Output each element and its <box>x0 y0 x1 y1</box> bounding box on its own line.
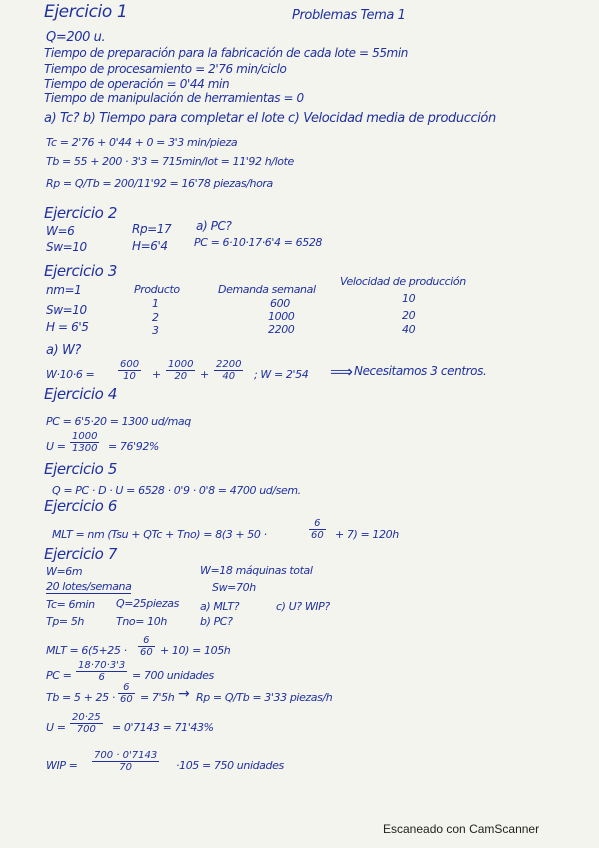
ex7-tno: Tno= 10h <box>116 615 167 628</box>
ex1-tb-equation: Tb = 55 + 200 · 3'3 = 715min/lot = 11'92 h/lote <box>46 155 294 168</box>
ex7-wip-fraction: $\frac{700 \cdot 0'7143}{70}$ <box>94 750 158 773</box>
exercise-3-title: Ejercicio 3 <box>44 262 117 280</box>
ex7-mlt-fraction: $\frac{6}{60}$ <box>140 635 153 658</box>
exercise-2-title: Ejercicio 2 <box>44 204 117 222</box>
ex3-row3-product: 3 <box>152 324 159 337</box>
ex1-line-processing: Tiempo de procesamiento = 2'76 min/ciclo <box>44 62 287 76</box>
ex3-header-product: Producto <box>134 283 180 296</box>
ex7-u-left: U = <box>46 721 66 734</box>
ex3-sw: Sw=10 <box>46 303 87 317</box>
ex3-equation-right: ; W = 2'54 <box>254 368 309 381</box>
ex3-row2-speed: 20 <box>402 309 416 322</box>
ex3-row2-product: 2 <box>152 311 159 324</box>
ex7-mlt-left: MLT = 6(5+25 · <box>46 644 127 657</box>
exercise-4-title: Ejercicio 4 <box>44 385 117 403</box>
scanned-notes-page: Ejercicio 1 Problemas Tema 1 Q=200 u. Tiempo de preparación para la fabricación de cada lote = 55min Tiempo de procesamiento = 2'76 min/ciclo Tiempo de operación = 0'44 min Tiempo de manipulación de herramientas = 0 a) Tc? b) Tiempo para completar el lote c) Velocidad media de producción Tc = 2'76 + 0'44 + 0 = 3'3 min/pieza Tb = 55 + 200 · 3'3 = 715min/lot = 11'92 h/lote Rp = Q/Tb = 200/11'92 = 16'78 piezas/hora Ejercicio 2 W=6 Sw=10 Rp=17 H=6'4 a) PC? PC = 6·10·17·6'4 = 6528 Ejercicio 3 nm=1 Sw=10 H = 6'5 Producto Demanda semanal Velocidad de producción 1 600 10 2 1000 20 3 2200 40 a) W? W·10·6 = $\frac{600}{10}$ + $\frac{1000}{20}$ + $\frac{2200}{40}$ ; W = 2'54 ⟹ Necesitamos 3 centros. Ejercicio 4 PC = 6'5·20 = 1300 ud/maq U = $\frac{1000}{1300}$ = 76'92% Ejercicio 5 Q = PC · D · U = 6528 · 0'9 · 0'8 = 4700 ud/sem. Ejercicio 6 MLT = nm (Tsu + QTc + Tno) = 8(3 + 50 · $\frac{6}{60}$ + 7) = 120h Ejercicio 7 W=6m 20 lotes/semana W=18 máquinas total Sw=70h Tc= 6min Q=25piezas a) MLT? c) U? WIP? Tp= 5h Tno= 10h b) PC? MLT = 6(5+25 · $\frac{6}{60}$ + 10) = 105h PC = $\frac{18\cdot 70\cdot 3'3}{6}$ = 700 unidades Tb = 5 + 25 · $\frac{6}{60}$ = 7'5h → Rp = Q/Tb = 3'33 piezas/h U = $\frac{20\cdot 25}{700}$ = 0'7143 = 71'43% WIP = $\frac{700 \cdot 0'7143}{70}$ ·105 = 750 unidades Escaneado con CamScanner <box>44 2 540 836</box>
ex7-rp-equation: Rp = Q/Tb = 3'33 piezas/h <box>196 691 333 704</box>
ex6-fraction: $\frac{6}{60}$ <box>311 518 324 541</box>
ex4-u-left: U = <box>46 440 66 453</box>
exercise-7-title: Ejercicio 7 <box>44 545 117 563</box>
ex7-tb-left: Tb = 5 + 25 · <box>46 691 115 704</box>
ex7-lots-per-week: 20 lotes/semana <box>46 580 132 593</box>
ex3-fraction-3: $\frac{2200}{40}$ <box>216 359 242 382</box>
ex3-conclusion: Necesitamos 3 centros. <box>354 364 487 378</box>
ex3-equation-left: W·10·6 = <box>46 368 95 381</box>
ex7-w-total: W=18 máquinas total <box>200 564 313 577</box>
ex3-nm: nm=1 <box>46 283 82 297</box>
ex4-pc-equation: PC = 6'5·20 = 1300 ud/maq <box>46 415 191 428</box>
ex7-pc-fraction: $\frac{18\cdot 70\cdot 3'3}{6}$ <box>78 660 126 683</box>
ex6-equation-left: MLT = nm (Tsu + QTc + Tno) = 8(3 + 50 · <box>52 528 267 541</box>
ex7-tb-fraction: $\frac{6}{60}$ <box>120 682 133 705</box>
ex3-fraction-2: $\frac{1000}{20}$ <box>168 359 194 382</box>
ex1-tc-equation: Tc = 2'76 + 0'44 + 0 = 3'3 min/pieza <box>46 136 238 149</box>
ex3-row1-demand: 600 <box>270 297 290 310</box>
right-arrow-icon: → <box>178 686 190 702</box>
ex7-mlt-right: + 10) = 105h <box>160 644 231 657</box>
ex2-h: H=6'4 <box>132 239 168 253</box>
exercise-1-title: Ejercicio 1 <box>44 2 128 22</box>
ex3-h: H = 6'5 <box>46 320 89 334</box>
ex2-w: W=6 <box>46 224 75 238</box>
ex7-tb-right: = 7'5h <box>140 691 175 704</box>
ex4-fraction: $\frac{1000}{1300}$ <box>72 431 98 454</box>
ex3-row3-speed: 40 <box>402 323 416 336</box>
ex7-u-right: = 0'7143 = 71'43% <box>112 721 214 734</box>
scanner-watermark: Escaneado con CamScanner <box>383 822 540 836</box>
ex2-pc-equation: PC = 6·10·17·6'4 = 6528 <box>194 236 323 249</box>
ex1-line-tool-handling: Tiempo de manipulación de herramientas = 0 <box>44 91 304 105</box>
ex7-pc-left: PC = <box>46 669 72 682</box>
ex3-question: a) W? <box>46 343 81 358</box>
ex3-fraction-1: $\frac{600}{10}$ <box>120 359 140 382</box>
exercise-6-title: Ejercicio 6 <box>44 497 117 515</box>
ex1-rp-equation: Rp = Q/Tb = 200/11'92 = 16'78 piezas/hora <box>46 177 273 190</box>
ex3-row3-demand: 2200 <box>268 323 295 336</box>
ex7-question-b: b) PC? <box>200 615 233 628</box>
ex7-wip-right: ·105 = 750 unidades <box>176 759 284 772</box>
ex1-line-operation: Tiempo de operación = 0'44 min <box>44 77 230 91</box>
ex2-rp: Rp=17 <box>132 222 172 236</box>
ex3-header-speed: Velocidad de producción <box>340 275 466 288</box>
ex7-sw: Sw=70h <box>212 581 256 594</box>
ex6-equation-right: + 7) = 120h <box>335 528 399 541</box>
ex3-row1-speed: 10 <box>402 292 416 305</box>
ex7-u-fraction: $\frac{20\cdot 25}{700}$ <box>72 712 101 735</box>
page-title: Problemas Tema 1 <box>292 8 406 23</box>
exercise-5-title: Ejercicio 5 <box>44 460 117 478</box>
ex7-tp: Tp= 5h <box>46 615 84 628</box>
implies-arrow-icon: ⟹ <box>330 362 353 381</box>
ex7-q: Q=25piezas <box>116 597 179 610</box>
ex3-header-demand: Demanda semanal <box>218 283 316 296</box>
ex7-question-a: a) MLT? <box>200 600 240 613</box>
ex1-line-preparation: Tiempo de preparación para la fabricación de cada lote = 55min <box>44 46 408 60</box>
ex7-question-c: c) U? WIP? <box>276 600 330 613</box>
ex5-equation: Q = PC · D · U = 6528 · 0'9 · 0'8 = 4700 ud/sem. <box>52 484 301 497</box>
ex2-sw: Sw=10 <box>46 240 87 254</box>
ex1-questions: a) Tc? b) Tiempo para completar el lote c) Velocidad media de producción <box>44 111 496 126</box>
ex7-pc-right: = 700 unidades <box>132 669 214 682</box>
ex7-wip-left: WIP = <box>46 759 78 772</box>
ex4-u-right: = 76'92% <box>108 440 159 453</box>
ex7-w: W=6m <box>46 565 83 578</box>
ex3-row2-demand: 1000 <box>268 310 295 323</box>
ex3-row1-product: 1 <box>152 297 159 310</box>
ex7-tc: Tc= 6min <box>46 598 95 611</box>
ex1-quantity: Q=200 u. <box>46 30 106 45</box>
ex2-question: a) PC? <box>196 219 232 233</box>
